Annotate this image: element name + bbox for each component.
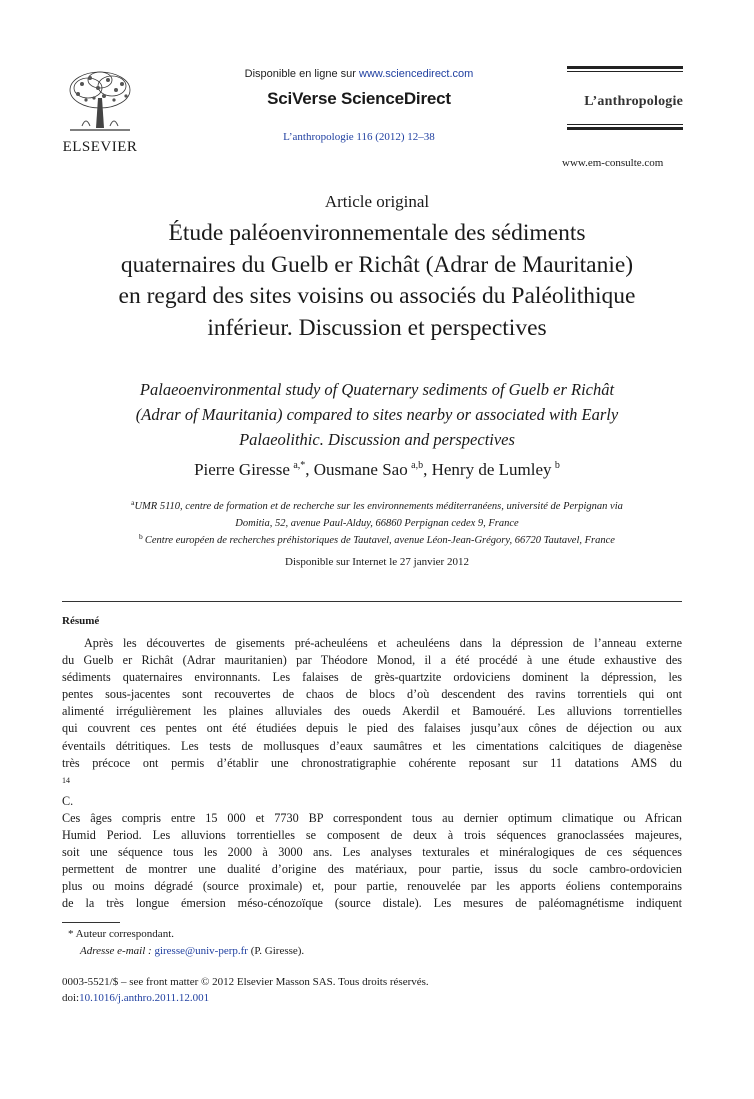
author-name: Pierre Giresse bbox=[194, 460, 290, 479]
email-suffix: (P. Giresse). bbox=[247, 945, 305, 957]
masthead-rule bbox=[567, 66, 683, 69]
corresponding-author-note: * Auteur correspondant. bbox=[68, 928, 174, 940]
abstract-line: qui couvrent ces pentes ont été étudiées depuis le pied des falaises jusqu’aux cônes de déjection ou aux bbox=[62, 721, 682, 736]
masthead-rule bbox=[567, 124, 683, 125]
article-title bbox=[40, 218, 714, 344]
author-affiliation-mark[interactable]: a,b bbox=[411, 460, 424, 471]
abstract-line-text: très précoce ont permis d’établir une chronostratigraphie cohérente reposant sur 11 datations AMS du bbox=[62, 755, 682, 770]
email-note bbox=[80, 945, 304, 957]
article-type: Article original bbox=[324, 192, 430, 211]
abstract-line bbox=[62, 755, 682, 810]
journal-logo: L’anthropologie bbox=[584, 94, 683, 109]
affiliation-a bbox=[60, 494, 694, 532]
availability-prefix: Disponible en ligne sur bbox=[244, 68, 360, 80]
author-name: Henry de Lumley bbox=[431, 460, 552, 479]
doi-link[interactable]: 10.1016/j.anthro.2011.12.001 bbox=[79, 992, 210, 1004]
platform-name: SciVerse ScienceDirect bbox=[267, 89, 451, 108]
journal-reference[interactable]: L’anthropologie 116 (2012) 12–38 bbox=[283, 131, 435, 143]
email-link[interactable]: giresse@univ-perp.fr bbox=[154, 945, 248, 957]
affiliation-label: a bbox=[131, 498, 135, 507]
english-title-line: Palaeoenvironmental study of Quaternary sediments of Guelb er Richât bbox=[139, 380, 615, 399]
abstract-line: pentes sous-jacentes sont recouvertes de chaos de blocs d’où descendent des ravins torrentiels qui ont bbox=[62, 687, 682, 702]
affiliation-text: UMR 5110, centre de formation et de recherche sur les environnements méditerranéens, université de Perpignan via bbox=[134, 501, 623, 512]
availability-line bbox=[200, 68, 518, 80]
affiliation-text: Domitia, 52, avenue Paul-Alduy, 66860 Perpignan cedex 9, France bbox=[235, 518, 519, 529]
abstract-line: plus ou moins dégradé (source proximale) et, pour partie, renouvelée par les apports éoliens contemporains bbox=[62, 879, 682, 894]
affiliation-text: Centre européen de recherches préhistoriques de Tautavel, avenue Léon-Jean-Grégory, 66720 Tautavel, France bbox=[144, 535, 615, 546]
author-separator: , bbox=[423, 460, 432, 479]
abstract-line: sédiments quaternaires environnants. Les falaises de grès-quartzite ordoviciens dominent la dépression, les bbox=[62, 670, 682, 685]
masthead-center bbox=[200, 68, 518, 143]
abstract-line: du Guelb er Richât (Adrar mauritanien) par Théodore Monod, il a été procédé à une étude exhaustive des bbox=[62, 653, 682, 668]
publisher-name: ELSEVIER bbox=[62, 139, 138, 155]
online-date: Disponible sur Internet le 27 janvier 2012 bbox=[285, 556, 469, 568]
abstract-line-end: C. bbox=[62, 793, 74, 808]
title-line: quaternaires du Guelb er Richât (Adrar de Mauritanie) bbox=[120, 251, 634, 278]
journal-masthead bbox=[567, 66, 683, 130]
doi-line bbox=[62, 992, 209, 1004]
footnote-rule bbox=[62, 922, 120, 923]
author-affiliation-mark[interactable]: a,* bbox=[293, 460, 306, 471]
author-separator: , bbox=[305, 460, 314, 479]
masthead-rule bbox=[567, 127, 683, 130]
abstract-body bbox=[62, 635, 682, 913]
journal-website[interactable]: www.em-consulte.com bbox=[562, 157, 664, 169]
title-line: Étude paléoenvironnementale des sédiments bbox=[168, 220, 586, 246]
abstract-line: Humid Period. Les alluvions torrentielles se composent de deux à trois séquences granoclassées majeures, bbox=[62, 828, 682, 843]
english-title-line: Palaeolithic. Discussion and perspectives bbox=[239, 430, 515, 449]
copyright-line: 0003-5521/$ – see front matter © 2012 Elsevier Masson SAS. Tous droits réservés. bbox=[62, 976, 429, 988]
abstract-line: Après les découvertes de gisements pré-acheuléens et acheuléens dans la dépression de l’anneau externe bbox=[84, 636, 682, 650]
abstract-line: permettent de montrer une dualité d’origine des matériaux, pour partie, issus du socle cambro-ordovicien bbox=[62, 862, 682, 877]
isotope-superscript: 14 bbox=[62, 775, 70, 785]
section-divider bbox=[62, 601, 682, 602]
abstract-line: soit une séquence tous les 2000 à 3000 ans. Les analyses texturales et minéralogiques de ces séquences bbox=[62, 845, 682, 860]
author-list bbox=[0, 460, 754, 480]
abstract-heading: Résumé bbox=[62, 615, 100, 627]
title-line: inférieur. Discussion et perspectives bbox=[207, 314, 547, 341]
masthead-rule bbox=[567, 71, 683, 72]
author-name: Ousmane Sao bbox=[313, 460, 408, 479]
title-line: en regard des sites voisins ou associés du Paléolithique bbox=[118, 283, 636, 309]
elsevier-logo bbox=[58, 68, 142, 156]
sciencedirect-link[interactable]: www.sciencedirect.com bbox=[359, 68, 474, 80]
abstract-line: Ces âges compris entre 15 000 et 7730 BP correspondent tous au dernier optimum climatique ou African bbox=[62, 810, 682, 825]
abstract-line: alimenté irrégulièrement les plaines alluviales des oueds Akerdil et Bamouéré. Les alluvions torrentielles bbox=[62, 704, 682, 719]
abstract-line: de la très longue émersion méso-cénozoïque (source distale). Les mesures de paléomagnétisme indiquent bbox=[62, 896, 682, 911]
abstract-line: éventails détritiques. Les tests de mollusques d’eaux saumâtres et les cimentations calcitiques de diagenèse bbox=[62, 738, 682, 753]
english-title-line: (Adrar of Mauritania) compared to sites nearby or associated with Early bbox=[135, 405, 619, 424]
affiliation-b bbox=[60, 528, 694, 549]
english-title bbox=[40, 377, 714, 452]
doi-prefix: doi: bbox=[62, 992, 80, 1004]
email-label: Adresse e-mail : bbox=[80, 945, 155, 957]
author-affiliation-mark[interactable]: b bbox=[554, 460, 560, 471]
affiliation-label: b bbox=[139, 532, 143, 541]
elsevier-tree-icon bbox=[60, 68, 140, 138]
